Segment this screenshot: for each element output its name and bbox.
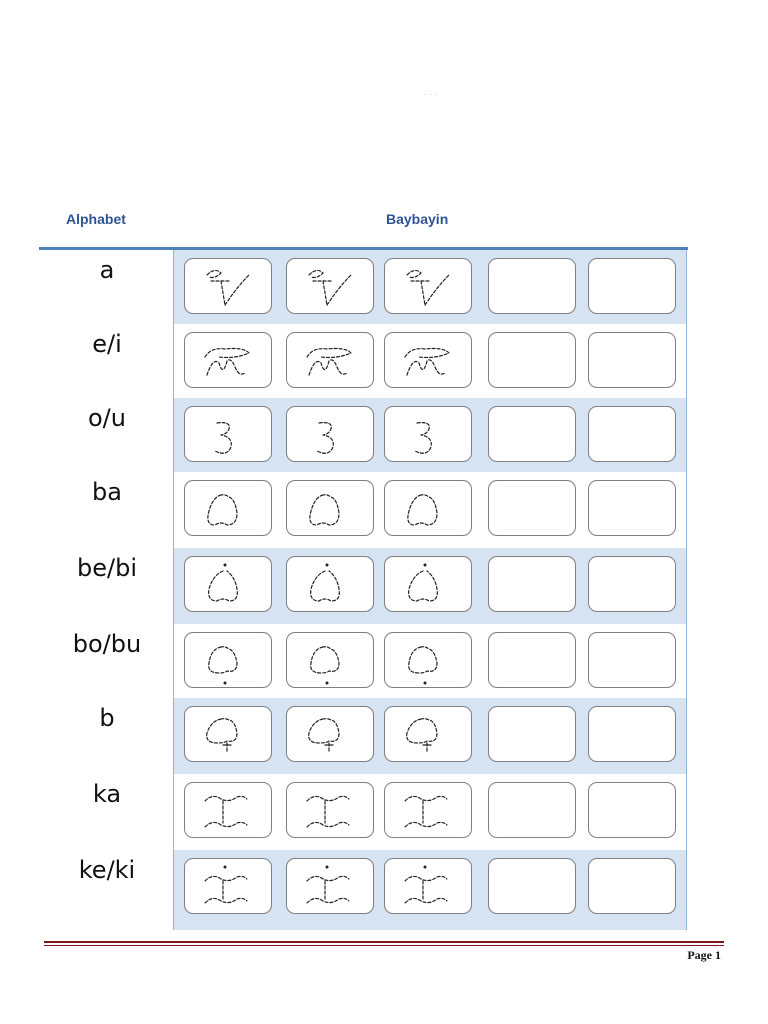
alphabet-label: b — [99, 704, 115, 732]
practice-box[interactable] — [588, 706, 676, 762]
table-row — [174, 250, 686, 324]
trace-box — [384, 480, 472, 536]
table-row — [174, 774, 686, 850]
practice-box[interactable] — [588, 258, 676, 314]
trace-box — [286, 258, 374, 314]
alphabet-label: o/u — [88, 404, 126, 432]
practice-box[interactable] — [588, 332, 676, 388]
trace-box — [184, 706, 272, 762]
trace-box — [384, 706, 472, 762]
trace-box — [286, 332, 374, 388]
trace-box — [184, 858, 272, 914]
trace-box — [384, 632, 472, 688]
table-row — [174, 624, 686, 698]
alphabet-label: be/bi — [77, 554, 137, 582]
practice-box[interactable] — [588, 782, 676, 838]
trace-box — [184, 332, 272, 388]
trace-box — [286, 406, 374, 462]
trace-box — [384, 406, 472, 462]
practice-box[interactable] — [488, 480, 576, 536]
practice-box[interactable] — [488, 858, 576, 914]
tracing-grid — [173, 250, 687, 930]
baybayin-header: Baybayin — [386, 211, 449, 227]
practice-box[interactable] — [588, 556, 676, 612]
trace-box — [286, 556, 374, 612]
trace-box — [184, 480, 272, 536]
practice-box[interactable] — [488, 332, 576, 388]
footer-rule — [44, 941, 724, 943]
practice-box[interactable] — [588, 632, 676, 688]
trace-box — [384, 258, 472, 314]
trace-box — [286, 632, 374, 688]
alphabet-label: ka — [92, 780, 122, 808]
trace-box — [184, 632, 272, 688]
practice-box[interactable] — [488, 782, 576, 838]
practice-box[interactable] — [588, 480, 676, 536]
practice-box[interactable] — [588, 406, 676, 462]
trace-box — [286, 858, 374, 914]
trace-box — [184, 406, 272, 462]
alphabet-header: Alphabet — [66, 211, 126, 227]
table-row — [174, 698, 686, 774]
trace-box — [384, 332, 472, 388]
trace-box — [384, 556, 472, 612]
table-row — [174, 398, 686, 472]
trace-box — [184, 782, 272, 838]
practice-box[interactable] — [488, 556, 576, 612]
table-row — [174, 548, 686, 624]
trace-box — [384, 782, 472, 838]
alphabet-label: a — [99, 256, 115, 284]
alphabet-label: bo/bu — [72, 630, 142, 658]
trace-box — [286, 782, 374, 838]
table-row — [174, 324, 686, 398]
trace-box — [286, 706, 374, 762]
practice-box[interactable] — [488, 632, 576, 688]
alphabet-label: ba — [92, 478, 122, 506]
alphabet-label: ke/ki — [78, 856, 136, 884]
header-mark: · · · — [424, 92, 439, 99]
table-row — [174, 850, 686, 930]
practice-box[interactable] — [488, 706, 576, 762]
trace-box — [184, 258, 272, 314]
practice-box[interactable] — [488, 258, 576, 314]
table-row — [174, 472, 686, 548]
trace-box — [286, 480, 374, 536]
trace-box — [184, 556, 272, 612]
footer-rule-thin — [44, 945, 724, 946]
page-number: Page 1 — [687, 948, 721, 962]
trace-box — [384, 858, 472, 914]
alphabet-label: e/i — [92, 330, 122, 358]
practice-box[interactable] — [488, 406, 576, 462]
practice-box[interactable] — [588, 858, 676, 914]
